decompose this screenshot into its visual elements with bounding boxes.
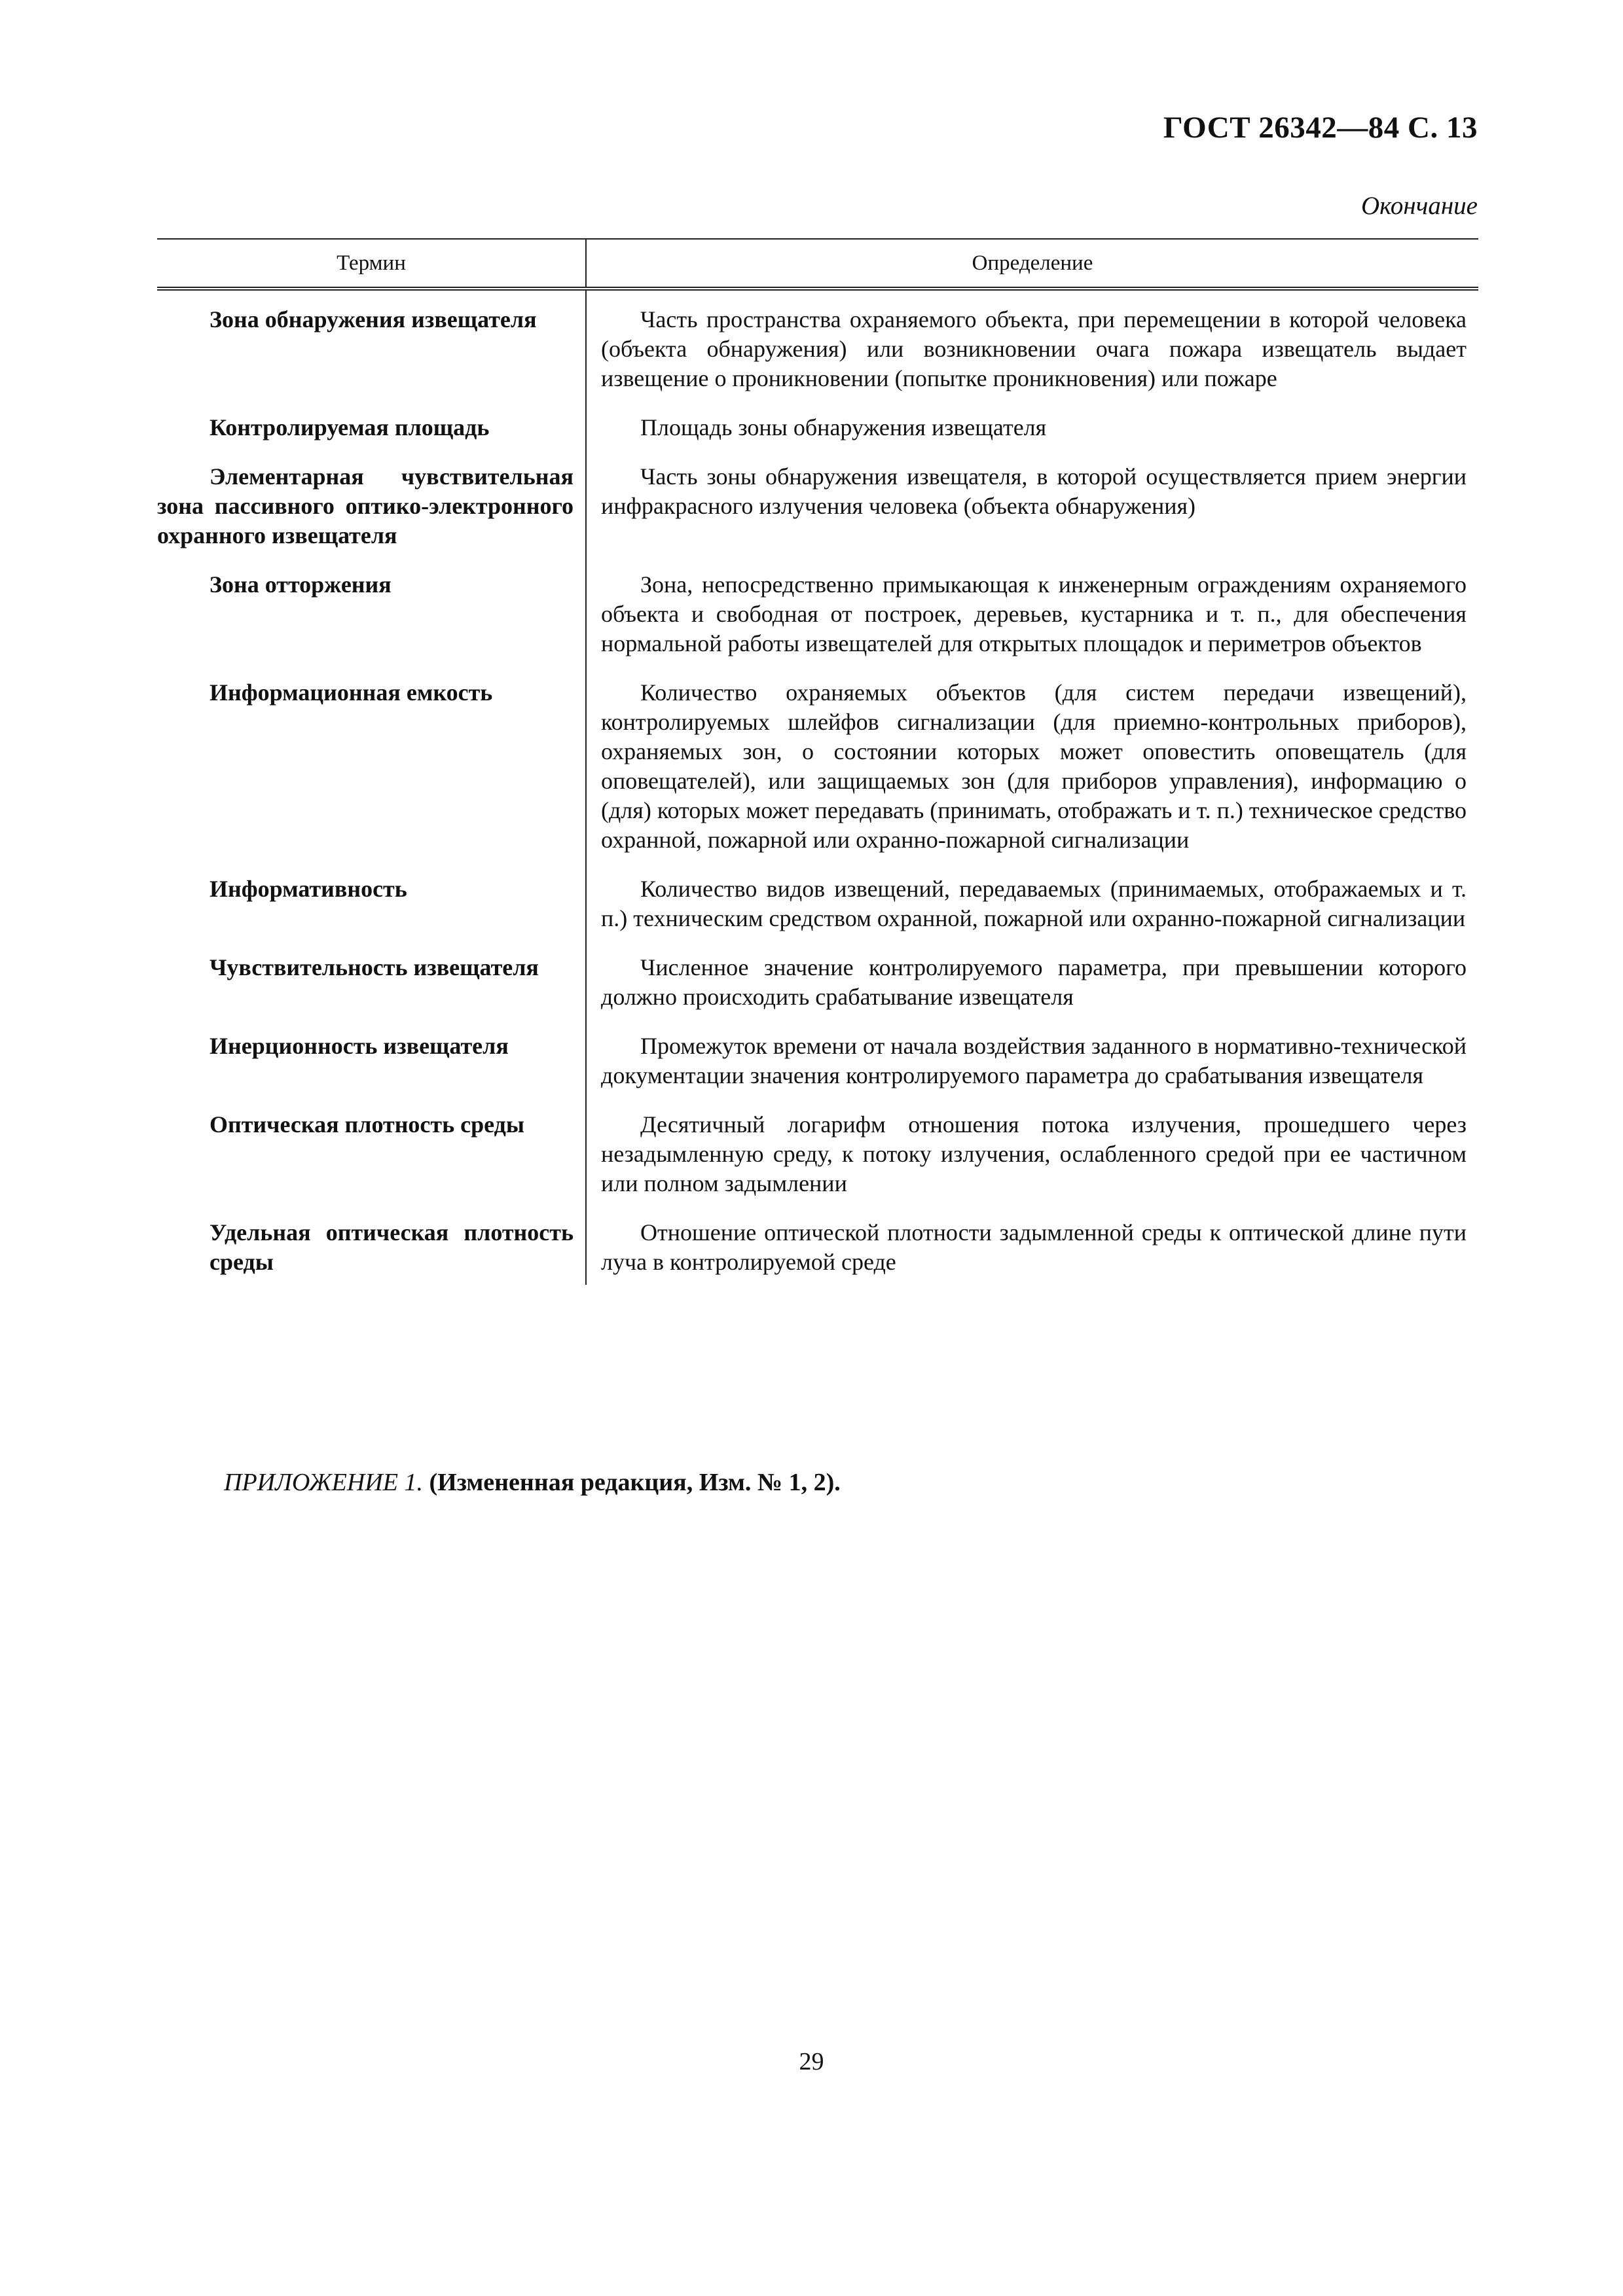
definition-cell: Часть зоны обнаружения извещателя, в которой осуществляется прием энергии инфракрасного излучения человека (объекта обнаружения): [601, 463, 1467, 519]
page-header-title: ГОСТ 26342—84 С. 13: [1163, 111, 1478, 145]
column-header-term: Термин: [157, 239, 586, 289]
amendment-note-appendix: ПРИЛОЖЕНИЕ 1.: [224, 1469, 423, 1496]
term-cell: Оптическая плотность среды: [210, 1111, 524, 1138]
term-cell: Зона отторжения: [210, 571, 392, 598]
table-row: [157, 678, 1478, 874]
term-cell: Зона обнаружения извещателя: [210, 306, 537, 332]
table-row: [157, 874, 1478, 953]
table-row: [157, 1218, 1478, 1285]
definition-cell: Отношение оптической плотности задымленной среды к оптической длине пути луча в контролируемой среде: [601, 1219, 1467, 1275]
term-cell: Элементарная чувствительная зона пассивного оптико-электронного охранного извещателя: [157, 463, 574, 548]
definition-cell: Десятичный логарифм отношения потока излучения, прошедшего через незадымленную среду, к потоку излучения, ослабленного средой при ее частичном или полном задымлении: [601, 1111, 1467, 1196]
table-row: [157, 289, 1478, 413]
definition-cell: Часть пространства охраняемого объекта, при перемещении в которой человека (объекта обнаружения) или возникновении очага пожара извещатель выдает извещение о проникновении (попытке проникновения) или пожаре: [601, 306, 1467, 391]
definition-cell: Количество охраняемых объектов (для систем передачи извещений), контролируемых шлейфов сигнализации (для приемно-контрольных приборов), охраняемых зон, о состоянии которых может оповестить оповещатель (для оповещателей), или защищаемых зон (для приборов управления), информацию о (для) которых может передавать (принимать, отображать и т. п.) техническое средство охранной, пожарной или охранно-пожарной сигнализации: [601, 679, 1467, 853]
column-header-definition: Определение: [586, 239, 1478, 289]
term-cell: Удельная оптическая плотность среды: [210, 1219, 574, 1275]
table-row: [157, 413, 1478, 462]
amendment-note: [224, 1468, 841, 1497]
table-row: [157, 953, 1478, 1031]
page-number: 29: [799, 2048, 824, 2075]
definition-cell: Промежуток времени от начала воздействия заданного в нормативно-технической документации значения контролируемого параметра до срабатывания извещателя: [601, 1033, 1467, 1088]
term-cell: Информативность: [210, 876, 407, 902]
term-cell: Чувствительность извещателя: [210, 954, 539, 980]
definition-cell: Численное значение контролируемого параметра, при превышении которого должно происходить срабатывание извещателя: [601, 954, 1467, 1010]
terms-table-header-row: [157, 239, 1478, 289]
amendment-note-revision: (Измененная редакция, Изм. № 1, 2).: [429, 1469, 841, 1496]
table-row: [157, 462, 1478, 570]
table-row: [157, 1110, 1478, 1218]
term-cell: Контролируемая площадь: [210, 414, 490, 440]
table-continuation-label: Окончание: [1360, 192, 1478, 220]
term-cell: Инерционность извещателя: [210, 1033, 509, 1059]
definition-cell: Зона, непосредственно примыкающая к инженерным ограждениям охраняемого объекта и свободная от построек, деревьев, кустарника и т. п., для обеспечения нормальной работы извещателей для открытых площадок и периметров объектов: [601, 571, 1467, 656]
definition-cell: Количество видов извещений, передаваемых (принимаемых, отображаемых и т. п.) техническим средством охранной, пожарной или охранно-пожарной сигнализации: [601, 876, 1467, 931]
table-row: [157, 1031, 1478, 1110]
terms-table: [157, 238, 1478, 1285]
term-cell: Информационная емкость: [210, 679, 493, 706]
definition-cell: Площадь зоны обнаружения извещателя: [640, 414, 1047, 440]
table-row: [157, 570, 1478, 678]
